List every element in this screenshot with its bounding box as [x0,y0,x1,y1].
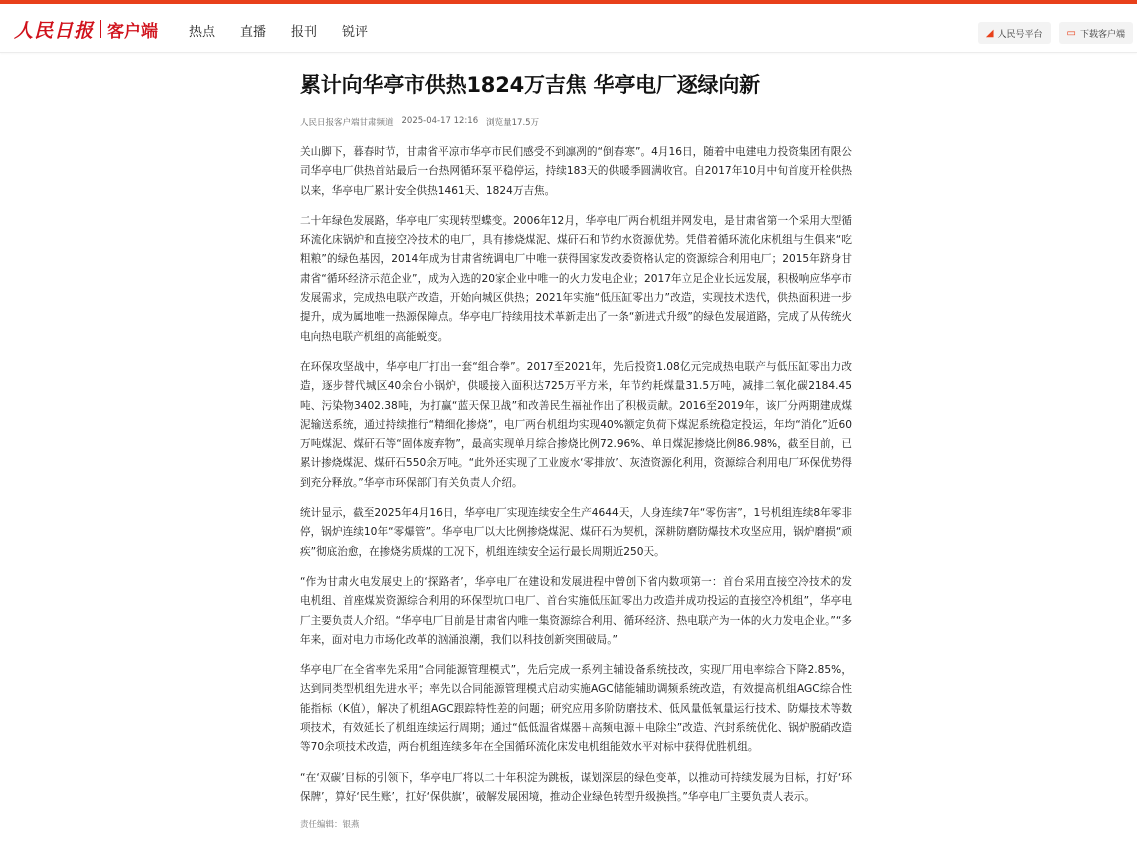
nav-item-commentary[interactable]: 锐评 [342,25,369,40]
article-paragraph: 二十年绿色发展路，华亭电厂实现转型蝶变。2006年12月，华亭电厂两台机组并网发电，是甘肃省第一个采用大型循环流化床锅炉和直接空冷技术的电厂，具有掺烧煤泥、煤矸石和节约水资源优势。凭借着循环流化床机组与生俱来“吃粗粮”的绿色基因，2014年成为甘肃省统调电厂中唯一获得国家发改委资格认定的资源综合利用电厂；2015年跻身甘肃省“循环经济示范企业”，成为入选的20家企业中唯一的火力发电企业；2017年立足企业长远发展，积极响应华亭市发展需求，完成热电联产改造，开始向城区供热；2021年实施“低压缸零出力”改造，实现技术迭代，供热面积进一步提升，成为属地唯一热源保障点。华亭电厂持续用技术革新走出了一条“新进式升级”的绿色发展道路，完成了从传统火电向热电联产机组的高能蜕变。 [300,214,852,343]
platform-button-label: 人民号平台 [997,29,1043,40]
article-paragraph: “在‘双碳’目标的引领下，华亭电厂将以二十年积淀为跳板，谋划深层的绿色变革，以推动可持续发展为目标，打好‘环保牌’，算好‘民生账’，扛好‘保供旗’，破解发展困境，推动企业绿色转型升级换挡。”华亭电厂主要负责人表示。 [300,771,852,803]
article-paragraph: 华亭电厂在全省率先采用“合同能源管理模式”，先后完成一系列主辅设备系统技改，实现厂用电率综合下降2.85%，达到同类型机组先进水平；率先以合同能源管理模式启动实施AGC储能辅助调频系统改造，有效提高机组AGC综合性能指标（K值），解决了机组AGC跟踪特性差的问题；研究应用多阶防磨技术、低风量低氧量运行技术、防爆技术等数项技术，有效延长了机组连续运行周期；通过“低低温省煤器＋高频电源＋电除尘”改造、汽封系统优化、锅炉脱硝改造等70余项技术改造，两台机组连续多年在全国循环流化床发电机组能效水平对标中获得优胜机组。 [300,664,852,754]
download-app-button[interactable] [1059,22,1133,44]
logo-divider [100,20,101,38]
main-nav [189,21,393,40]
logo-mark: 人民日报 [14,19,95,42]
responsible-editor: 责任编辑：银燕 [300,820,360,831]
download-button-label: 下载客户端 [1079,29,1125,40]
site-header [0,4,1137,53]
nav-item-newspaper[interactable]: 报刊 [291,25,318,40]
article-paragraph: “作为甘肃火电发展史上的‘探路者’，华亭电厂在建设和发展进程中曾创下省内数项第一：首台采用直接空冷技术的发电机组、首座煤炭资源综合利用的环保型坑口电厂、首台实施低压缸零出力改造并成功投运的直接空冷机组”，华亭电厂主要负责人介绍。“华亭电厂目前是甘肃省内唯一集资源综合利用、循环经济、热电联产为一体的火力发电企业。”“多年来，面对电力市场化改革的汹涌浪潮，我们以科技创新突围破局。” [300,575,852,646]
article-date: 2025-04-17 12:16 [401,116,479,126]
site-logo[interactable] [14,14,158,44]
logo-subtitle: 客户端 [107,21,159,42]
article-paragraph: 统计显示，截至2025年4月16日，华亭电厂实现连续安全生产4644天，人身连续7年“零伤害”，1号机组连续8年零非停，锅炉连续10年“零爆管”。华亭电厂以大比例掺烧煤泥、煤矸石为契机，深耕防磨防爆技术攻坚应用，锅炉磨损“顽疾”彻底治愈，在掺烧劣质煤的工况下，机组连续安全运行最长周期近250天。 [300,507,852,558]
article-source[interactable]: 人民日报客户端甘肃频道 [300,118,394,128]
header-actions [978,22,1133,44]
article-paragraph: 关山脚下，暮春时节，甘肃省平凉市华亭市民们感受不到凛冽的“倒春寒”。4月16日，随着中电建电力投资集团有限公司华亭电厂供热首站最后一台热网循环泵平稳停运，持续183天的供暖季圆满收官。自2017年10月中旬首度开栓供热以来，华亭电厂累计安全供热1461天、1824万吉焦。 [300,146,852,197]
article-meta [300,116,852,128]
article-views: 浏览量17.5万 [486,118,540,128]
article [300,70,852,830]
article-paragraph: 在环保攻坚战中，华亭电厂打出一套“组合拳”。2017至2021年，先后投资1.08亿元完成热电联产与低压缸零出力改造，逐步替代城区40余台小锅炉，供暖接入面积达725万平方米，年节约耗煤量31.5万吨，减排二氧化碳2184.45吨、污染物3402.38吨，为打赢“蓝天保卫战”和改善民生福祉作出了积极贡献。2016至2019年，该厂分两期建成煤泥输送系统，通过持续推行“精细化掺烧”，电厂两台机组均实现40%额定负荷下煤泥系统稳定投运，年均“消化”近60万吨煤泥、煤矸石等“固体废弃物”，最高实现单月综合掺烧比例72.96%、单日煤泥掺烧比例86.98%，截至目前，已累计掺烧煤泥、煤矸石550余万吨。“此外还实现了工业废水‘零排放’、灰渣资源化利用，资源综合利用电厂环保优势得到充分释放。”华亭市环保部门有关负责人介绍。 [300,360,852,489]
nav-item-hot[interactable]: 热点 [189,25,216,40]
platform-button[interactable] [978,22,1051,44]
app-icon: ▭ [1066,27,1076,39]
article-body [300,143,852,807]
nav-item-live[interactable]: 直播 [240,25,267,40]
megaphone-icon: ◢ [985,27,994,39]
article-title: 累计向华亭市供热1824万吉焦 华亭电厂逐绿向新 [300,73,760,97]
